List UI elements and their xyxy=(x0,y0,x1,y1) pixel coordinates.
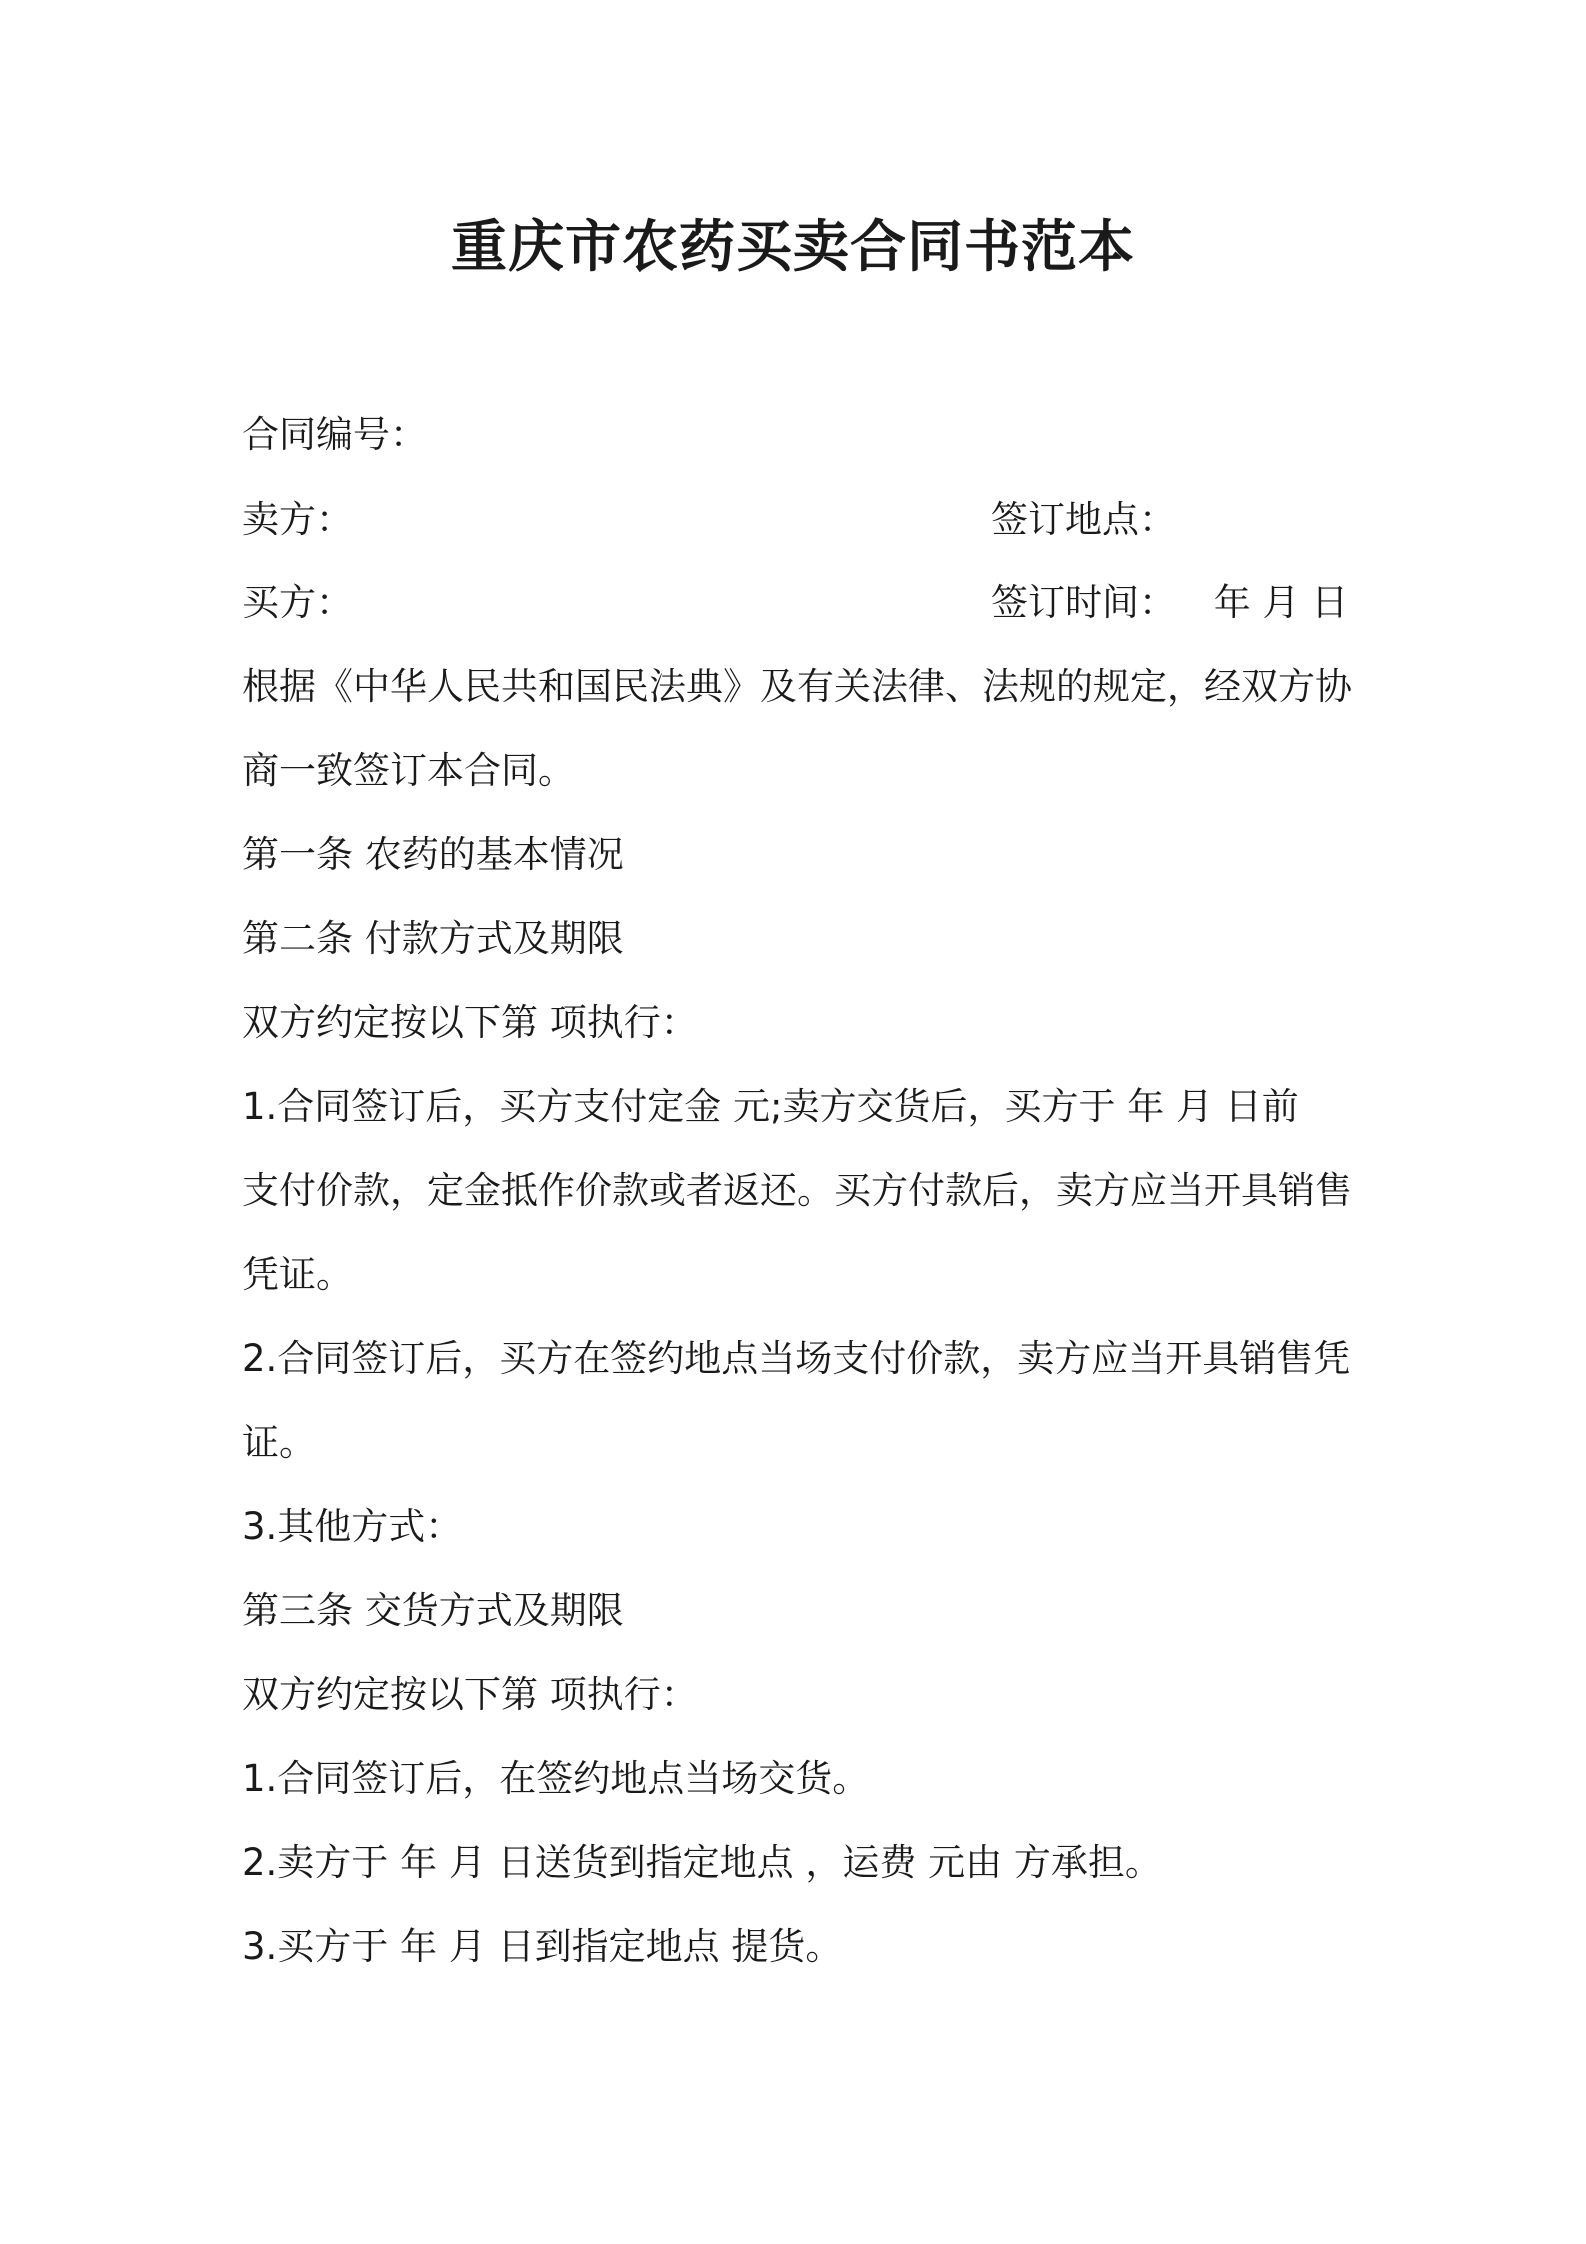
delivery-option-3: 3.买方于 年 月 日到指定地点 提货。 xyxy=(242,1925,843,1968)
seller-label: 卖方： xyxy=(242,498,353,541)
basis-paragraph-line-2: 商一致签订本合同。 xyxy=(242,749,575,792)
delivery-option-2: 2.卖方于 年 月 日送货到指定地点 ，运费 元由 方承担。 xyxy=(242,1841,1162,1884)
sign-time xyxy=(991,578,1348,628)
article-1-heading: 第一条 农药的基本情况 xyxy=(242,833,624,876)
payment-option-1-line-2: 支付价款，定金抵作价款或者返还。买方付款后，卖方应当开具销售 xyxy=(242,1169,1352,1212)
payment-option-2-line-1: 2.合同签订后，买方在签约地点当场支付价款，卖方应当开具销售凭 xyxy=(242,1337,1351,1380)
article-3-agreement: 双方约定按以下第 项执行： xyxy=(242,1673,698,1716)
contract-number-label: 合同编号： xyxy=(242,413,427,456)
document-title: 重庆市农药买卖合同书范本 xyxy=(451,215,1135,280)
payment-option-3: 3.其他方式： xyxy=(242,1505,463,1548)
article-2-agreement: 双方约定按以下第 项执行： xyxy=(242,1001,698,1044)
buyer-label: 买方： xyxy=(242,581,353,624)
delivery-option-1: 1.合同签订后，在签约地点当场交货。 xyxy=(242,1757,870,1800)
article-2-heading: 第二条 付款方式及期限 xyxy=(242,917,624,960)
sign-time-value: 年 月 日 xyxy=(1213,581,1349,624)
sign-place-label: 签订地点： xyxy=(991,498,1176,541)
contract-number-line xyxy=(242,410,427,460)
article-3-heading: 第三条 交货方式及期限 xyxy=(242,1589,624,1632)
basis-paragraph-line-1: 根据《中华人民共和国民法典》及有关法律、法规的规定，经双方协 xyxy=(242,665,1352,708)
payment-option-1-line-1: 1.合同签订后，买方支付定金 元;卖方交货后，买方于 年 月 日前 xyxy=(242,1085,1299,1128)
payment-option-2-line-2: 证。 xyxy=(242,1421,316,1464)
sign-time-label: 签订时间： xyxy=(991,581,1176,624)
buyer-line xyxy=(242,578,1349,628)
seller-line xyxy=(242,495,1342,545)
payment-option-1-line-3: 凭证。 xyxy=(242,1253,353,1296)
